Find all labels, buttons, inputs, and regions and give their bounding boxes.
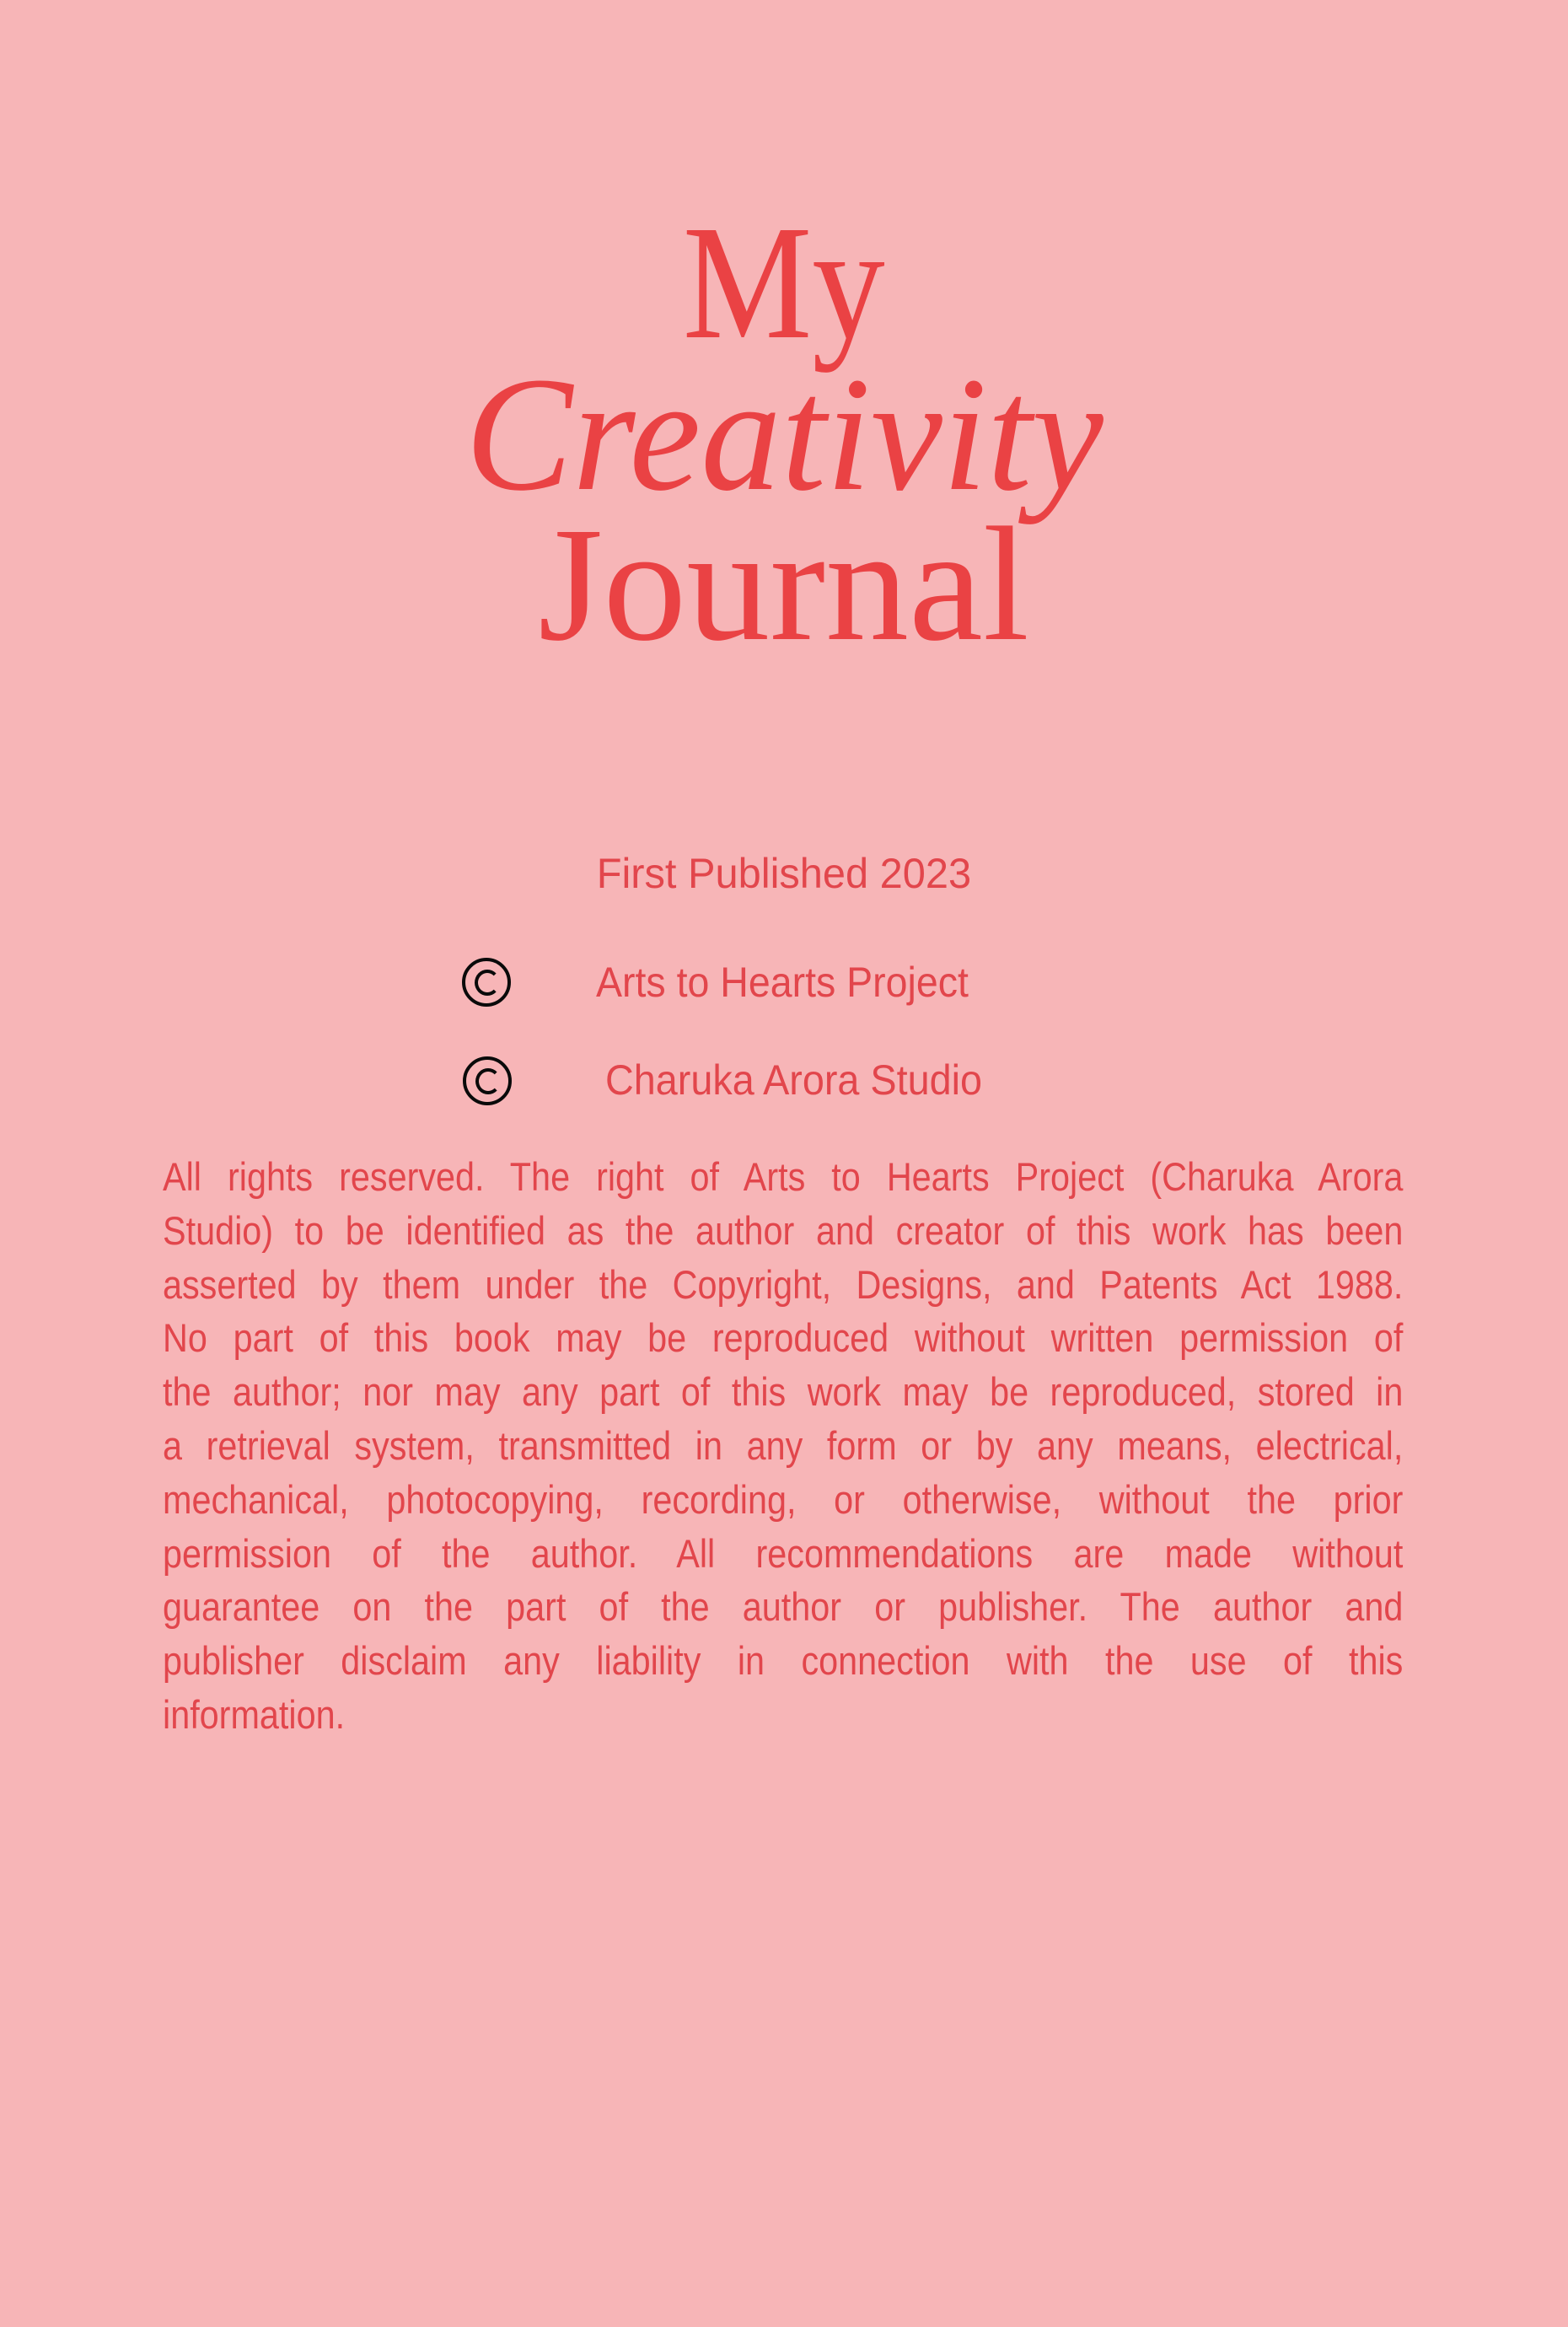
rights-notice-line-text: the author; nor may any part of this work may be reproduced, stored in bbox=[163, 1369, 1404, 1415]
copyright-icon bbox=[463, 1056, 512, 1105]
copyright-holder-label: Charuka Arora Studio bbox=[605, 1056, 982, 1104]
rights-notice-line-text: permission of the author. All recommendations are made without bbox=[163, 1530, 1404, 1576]
title-word-my: My bbox=[683, 191, 885, 373]
title-word-journal: Journal bbox=[538, 493, 1030, 674]
copyright-row-arts-to-hearts bbox=[0, 958, 1568, 1017]
rights-notice-line-text: asserted by them under the Copyright, Designs, and Patents Act 1988. bbox=[163, 1261, 1404, 1307]
rights-notice-line bbox=[163, 1530, 1404, 1588]
rights-notice-line-text: Studio) to be identified as the author and creator of this work has been bbox=[163, 1207, 1404, 1253]
copyright-holder-text bbox=[605, 1056, 1008, 1104]
rights-notice-line bbox=[163, 1584, 1404, 1641]
rights-notice-line bbox=[163, 1476, 1404, 1534]
rights-notice-line bbox=[163, 1207, 1404, 1265]
rights-notice-line-text: guarantee on the part of the author or publisher. The author and bbox=[163, 1584, 1404, 1630]
rights-notice-line bbox=[163, 1154, 1404, 1211]
copyright-holder-text bbox=[596, 959, 996, 1006]
title-word-creativity: Creativity bbox=[464, 343, 1104, 524]
title-line-journal bbox=[0, 493, 1568, 674]
rights-notice-line-text: a retrieval system, transmitted in any form or by any means, electrical, bbox=[163, 1422, 1404, 1468]
copyright-row-charuka-arora bbox=[0, 1056, 1568, 1115]
rights-notice-line bbox=[163, 1638, 1404, 1695]
rights-notice-line bbox=[163, 1315, 1404, 1372]
rights-notice-line bbox=[163, 1691, 1403, 1749]
copyright-icon bbox=[462, 958, 511, 1007]
rights-notice-line bbox=[163, 1261, 1404, 1319]
rights-notice-line bbox=[163, 1422, 1404, 1480]
rights-notice-paragraph bbox=[163, 1154, 1404, 1749]
rights-notice-line-text: All rights reserved. The right of Arts to Hearts Project (Charuka Arora bbox=[163, 1154, 1404, 1199]
title-line-creativity bbox=[0, 343, 1568, 524]
copyright-holder-label: Arts to Hearts Project bbox=[596, 959, 969, 1006]
rights-notice-line-text: information. bbox=[163, 1691, 346, 1737]
rights-notice-line-text: mechanical, photocopying, recording, or otherwise, without the prior bbox=[163, 1476, 1404, 1522]
rights-notice-line bbox=[163, 1369, 1404, 1426]
first-published-line bbox=[0, 852, 1568, 895]
rights-notice-line-text: publisher disclaim any liability in connection with the use of this bbox=[163, 1638, 1404, 1684]
rights-notice-line-text: No part of this book may be reproduced without written permission of bbox=[163, 1315, 1404, 1361]
title-line-my bbox=[0, 191, 1568, 373]
first-published-text: First Published 2023 bbox=[596, 850, 972, 897]
